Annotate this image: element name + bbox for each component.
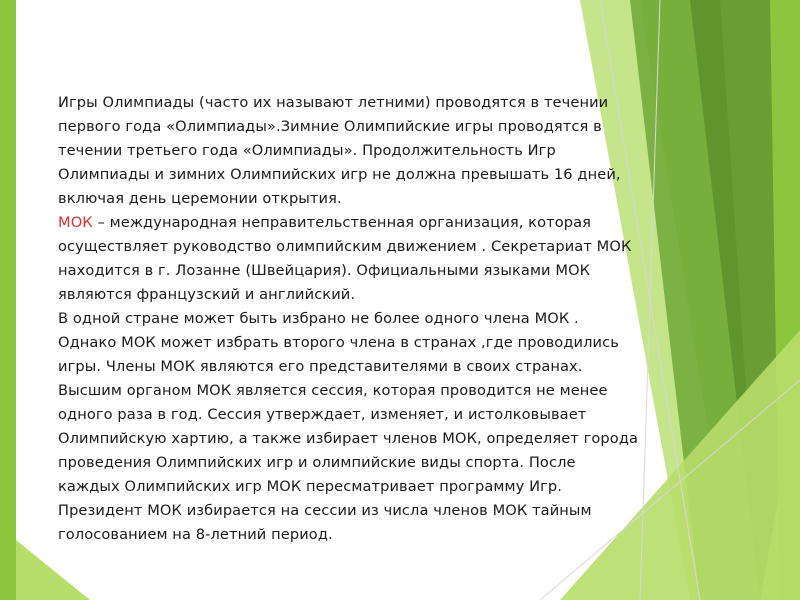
left-edge-band — [0, 0, 16, 600]
slide-body-text — [58, 91, 748, 547]
mok-definition-text: – международная неправительственная организация, которая осуществляет руководство олимпийским движением . Секретариат МОК находится в г. Лозанне (Швейцария). Официальными языками МОК являются французский и английский. — [58, 214, 632, 303]
olympiad-games-paragraph: Игры Олимпиады (часто их называют летними) проводятся в течении первого года «Олимпиады».Зимние Олимпийские игры проводятся в течении третьего года «Олимпиады». Продолжительность Игр Олимпиады и зимних Олимпийских игр не должна превышать 16 дней, включая день церемонии открытия. — [58, 94, 621, 207]
mok-term-highlight: МОК — [58, 214, 93, 231]
mok-members-paragraph: В одной стране может быть избрано не более одного члена МОК . Однако МОК может избрать второго члена в странах ,где проводились игры. Члены МОК являются его представителями в своих странах. Высшим органом МОК является сессия, которая проводится не менее одного раза в год. Сессия утверждает, изменяет, и истолковывает Олимпийскую хартию, а также избирает членов МОК, определяет города проведения Олимпийских игр и олимпийские виды спорта. После каждых Олимпийских игр МОК пересматривает программу Игр. Президент МОК избирается на сессии из числа членов МОК тайным голосованием на 8-летний период. — [58, 310, 639, 543]
mok-definition-paragraph — [58, 211, 748, 307]
